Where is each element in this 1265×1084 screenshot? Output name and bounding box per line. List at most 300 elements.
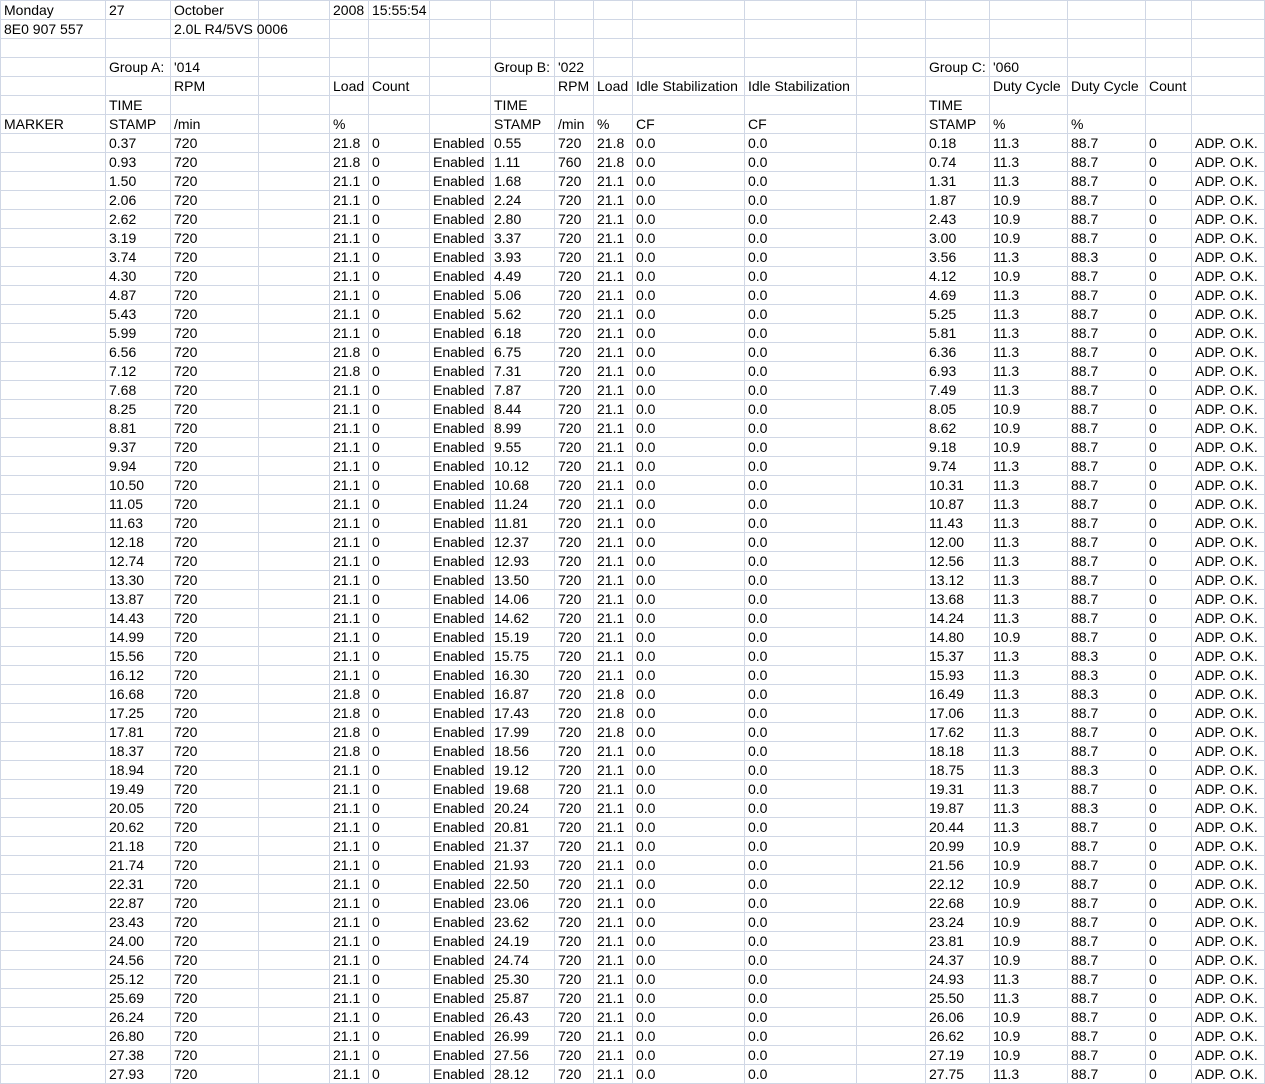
- cell[interactable]: 8.99: [491, 419, 555, 438]
- cell[interactable]: [1068, 39, 1146, 58]
- cell[interactable]: 21.1: [594, 571, 633, 590]
- cell[interactable]: [1, 210, 106, 229]
- cell[interactable]: [259, 723, 330, 742]
- cell[interactable]: 720: [555, 438, 594, 457]
- cell[interactable]: 720: [171, 761, 259, 780]
- cell[interactable]: Monday: [1, 1, 106, 20]
- cell[interactable]: 0.0: [633, 1027, 745, 1046]
- cell[interactable]: October: [171, 1, 259, 20]
- cell[interactable]: 0.0: [633, 305, 745, 324]
- cell[interactable]: 720: [555, 723, 594, 742]
- cell[interactable]: [857, 571, 926, 590]
- cell[interactable]: [171, 39, 259, 58]
- cell[interactable]: 0.0: [633, 1065, 745, 1084]
- cell[interactable]: 21.1: [330, 628, 369, 647]
- cell[interactable]: 0: [1146, 875, 1192, 894]
- cell[interactable]: 5.99: [106, 324, 171, 343]
- cell[interactable]: 22.68: [926, 894, 990, 913]
- cell[interactable]: 88.7: [1068, 742, 1146, 761]
- cell[interactable]: [259, 305, 330, 324]
- cell[interactable]: ADP. O.K.: [1192, 799, 1265, 818]
- cell[interactable]: 8.44: [491, 400, 555, 419]
- cell[interactable]: 88.7: [1068, 856, 1146, 875]
- cell[interactable]: 720: [555, 704, 594, 723]
- cell[interactable]: 0: [369, 685, 430, 704]
- cell[interactable]: 0.0: [745, 305, 857, 324]
- cell[interactable]: [857, 39, 926, 58]
- cell[interactable]: 0: [1146, 248, 1192, 267]
- cell[interactable]: 19.12: [491, 761, 555, 780]
- cell[interactable]: 7.12: [106, 362, 171, 381]
- cell[interactable]: 11.63: [106, 514, 171, 533]
- cell[interactable]: 88.7: [1068, 628, 1146, 647]
- cell[interactable]: [745, 58, 857, 77]
- cell[interactable]: Enabled: [430, 1027, 491, 1046]
- cell[interactable]: 0.93: [106, 153, 171, 172]
- cell[interactable]: 0.0: [633, 495, 745, 514]
- cell[interactable]: 0: [1146, 495, 1192, 514]
- cell[interactable]: 21.1: [330, 324, 369, 343]
- cell[interactable]: ADP. O.K.: [1192, 1065, 1265, 1084]
- cell[interactable]: [857, 818, 926, 837]
- cell[interactable]: [1, 666, 106, 685]
- cell[interactable]: [1, 39, 106, 58]
- cell[interactable]: Enabled: [430, 571, 491, 590]
- cell[interactable]: 21.1: [594, 951, 633, 970]
- cell[interactable]: 11.3: [990, 799, 1068, 818]
- cell[interactable]: MARKER: [1, 115, 106, 134]
- cell[interactable]: [259, 400, 330, 419]
- cell[interactable]: 0: [369, 1027, 430, 1046]
- cell[interactable]: Idle Stabilization: [745, 77, 857, 96]
- cell[interactable]: [745, 96, 857, 115]
- cell[interactable]: [259, 115, 330, 134]
- cell[interactable]: 26.06: [926, 1008, 990, 1027]
- cell[interactable]: 26.80: [106, 1027, 171, 1046]
- cell[interactable]: 10.9: [990, 837, 1068, 856]
- cell[interactable]: 0.0: [745, 1046, 857, 1065]
- cell[interactable]: 12.18: [106, 533, 171, 552]
- cell[interactable]: 0: [369, 362, 430, 381]
- cell[interactable]: ADP. O.K.: [1192, 153, 1265, 172]
- cell[interactable]: 88.7: [1068, 913, 1146, 932]
- cell[interactable]: 720: [171, 343, 259, 362]
- cell[interactable]: Enabled: [430, 989, 491, 1008]
- cell[interactable]: 24.19: [491, 932, 555, 951]
- cell[interactable]: 0: [1146, 647, 1192, 666]
- cell[interactable]: [857, 476, 926, 495]
- cell[interactable]: 720: [555, 419, 594, 438]
- cell[interactable]: 21.8: [330, 742, 369, 761]
- cell[interactable]: Enabled: [430, 533, 491, 552]
- cell[interactable]: 88.7: [1068, 210, 1146, 229]
- cell[interactable]: 88.7: [1068, 723, 1146, 742]
- cell[interactable]: [259, 476, 330, 495]
- cell[interactable]: [1, 742, 106, 761]
- cell[interactable]: CF: [633, 115, 745, 134]
- cell[interactable]: CF: [745, 115, 857, 134]
- cell[interactable]: [430, 115, 491, 134]
- cell[interactable]: 20.62: [106, 818, 171, 837]
- cell[interactable]: 88.7: [1068, 989, 1146, 1008]
- cell[interactable]: 21.1: [594, 343, 633, 362]
- cell[interactable]: 0.0: [745, 1065, 857, 1084]
- cell[interactable]: ADP. O.K.: [1192, 419, 1265, 438]
- cell[interactable]: 0: [1146, 172, 1192, 191]
- cell[interactable]: [1, 400, 106, 419]
- cell[interactable]: Enabled: [430, 628, 491, 647]
- cell[interactable]: 88.3: [1068, 799, 1146, 818]
- cell[interactable]: [857, 172, 926, 191]
- cell[interactable]: 0: [1146, 305, 1192, 324]
- cell[interactable]: ADP. O.K.: [1192, 191, 1265, 210]
- cell[interactable]: [926, 1, 990, 20]
- cell[interactable]: 12.74: [106, 552, 171, 571]
- cell[interactable]: 0: [1146, 628, 1192, 647]
- cell[interactable]: [1, 134, 106, 153]
- cell[interactable]: 23.43: [106, 913, 171, 932]
- cell[interactable]: 9.94: [106, 457, 171, 476]
- cell[interactable]: 21.1: [594, 1027, 633, 1046]
- cell[interactable]: 11.81: [491, 514, 555, 533]
- cell[interactable]: 0: [1146, 799, 1192, 818]
- cell[interactable]: [1, 571, 106, 590]
- cell[interactable]: 0: [369, 989, 430, 1008]
- cell[interactable]: 0: [1146, 134, 1192, 153]
- cell[interactable]: 0.0: [745, 932, 857, 951]
- cell[interactable]: [1, 590, 106, 609]
- cell[interactable]: 88.7: [1068, 552, 1146, 571]
- cell[interactable]: 28.12: [491, 1065, 555, 1084]
- cell[interactable]: 720: [171, 875, 259, 894]
- cell[interactable]: [1, 419, 106, 438]
- cell[interactable]: 2.62: [106, 210, 171, 229]
- cell[interactable]: 720: [555, 571, 594, 590]
- cell[interactable]: ADP. O.K.: [1192, 590, 1265, 609]
- cell[interactable]: 11.3: [990, 324, 1068, 343]
- cell[interactable]: 0.0: [745, 590, 857, 609]
- cell[interactable]: 720: [171, 419, 259, 438]
- cell[interactable]: 0: [1146, 191, 1192, 210]
- cell[interactable]: [857, 552, 926, 571]
- cell[interactable]: Enabled: [430, 951, 491, 970]
- cell[interactable]: 720: [171, 856, 259, 875]
- cell[interactable]: 0.0: [745, 761, 857, 780]
- cell[interactable]: 0.0: [633, 210, 745, 229]
- cell[interactable]: 11.3: [990, 609, 1068, 628]
- cell[interactable]: 10.31: [926, 476, 990, 495]
- cell[interactable]: 3.00: [926, 229, 990, 248]
- cell[interactable]: 0: [1146, 1027, 1192, 1046]
- cell[interactable]: 21.1: [330, 894, 369, 913]
- cell[interactable]: [857, 666, 926, 685]
- cell[interactable]: Duty Cycle: [990, 77, 1068, 96]
- cell[interactable]: 720: [555, 780, 594, 799]
- cell[interactable]: 0: [369, 400, 430, 419]
- cell[interactable]: 21.1: [594, 609, 633, 628]
- cell[interactable]: 88.7: [1068, 134, 1146, 153]
- cell[interactable]: 3.19: [106, 229, 171, 248]
- cell[interactable]: 720: [555, 818, 594, 837]
- cell[interactable]: 1.31: [926, 172, 990, 191]
- cell[interactable]: 88.7: [1068, 514, 1146, 533]
- cell[interactable]: 25.87: [491, 989, 555, 1008]
- cell[interactable]: 0.0: [745, 1008, 857, 1027]
- cell[interactable]: 88.7: [1068, 324, 1146, 343]
- cell[interactable]: [259, 761, 330, 780]
- cell[interactable]: [1, 286, 106, 305]
- cell[interactable]: [106, 77, 171, 96]
- cell[interactable]: Enabled: [430, 552, 491, 571]
- cell[interactable]: 9.18: [926, 438, 990, 457]
- cell[interactable]: [491, 1, 555, 20]
- cell[interactable]: 21.1: [330, 989, 369, 1008]
- cell[interactable]: 720: [555, 533, 594, 552]
- cell[interactable]: [857, 457, 926, 476]
- cell[interactable]: 21.1: [594, 628, 633, 647]
- cell[interactable]: 21.1: [330, 210, 369, 229]
- cell[interactable]: [259, 1008, 330, 1027]
- cell[interactable]: 11.3: [990, 818, 1068, 837]
- cell[interactable]: 720: [171, 514, 259, 533]
- cell[interactable]: 0.0: [745, 571, 857, 590]
- cell[interactable]: 5.62: [491, 305, 555, 324]
- cell[interactable]: 0.0: [745, 267, 857, 286]
- cell[interactable]: [857, 134, 926, 153]
- cell[interactable]: [1, 989, 106, 1008]
- cell[interactable]: 720: [555, 951, 594, 970]
- cell[interactable]: 21.1: [594, 495, 633, 514]
- cell[interactable]: 26.24: [106, 1008, 171, 1027]
- cell[interactable]: Enabled: [430, 476, 491, 495]
- cell[interactable]: 25.69: [106, 989, 171, 1008]
- cell[interactable]: 9.37: [106, 438, 171, 457]
- cell[interactable]: [633, 58, 745, 77]
- cell[interactable]: 88.7: [1068, 476, 1146, 495]
- cell[interactable]: [857, 704, 926, 723]
- cell[interactable]: 2.80: [491, 210, 555, 229]
- cell[interactable]: 0: [1146, 381, 1192, 400]
- cell[interactable]: [1, 552, 106, 571]
- cell[interactable]: [259, 1046, 330, 1065]
- cell[interactable]: 16.87: [491, 685, 555, 704]
- cell[interactable]: 720: [171, 1027, 259, 1046]
- cell[interactable]: 720: [171, 666, 259, 685]
- cell[interactable]: 15.93: [926, 666, 990, 685]
- cell[interactable]: Enabled: [430, 1046, 491, 1065]
- cell[interactable]: [1, 894, 106, 913]
- cell[interactable]: [857, 419, 926, 438]
- cell[interactable]: 0.0: [633, 932, 745, 951]
- cell[interactable]: Enabled: [430, 210, 491, 229]
- cell[interactable]: 720: [171, 438, 259, 457]
- cell[interactable]: [1192, 39, 1265, 58]
- cell[interactable]: 720: [555, 628, 594, 647]
- cell[interactable]: 21.1: [594, 856, 633, 875]
- cell[interactable]: 21.1: [594, 913, 633, 932]
- cell[interactable]: 720: [555, 134, 594, 153]
- cell[interactable]: 0.0: [633, 609, 745, 628]
- cell[interactable]: 88.7: [1068, 229, 1146, 248]
- cell[interactable]: [369, 115, 430, 134]
- cell[interactable]: ADP. O.K.: [1192, 704, 1265, 723]
- cell[interactable]: Enabled: [430, 134, 491, 153]
- cell[interactable]: 22.12: [926, 875, 990, 894]
- cell[interactable]: [857, 628, 926, 647]
- cell[interactable]: [990, 39, 1068, 58]
- cell[interactable]: 0.0: [745, 628, 857, 647]
- cell[interactable]: 21.1: [330, 381, 369, 400]
- cell[interactable]: ADP. O.K.: [1192, 818, 1265, 837]
- cell[interactable]: 21.1: [594, 457, 633, 476]
- cell[interactable]: 720: [555, 894, 594, 913]
- cell[interactable]: [259, 1, 330, 20]
- cell[interactable]: 21.1: [330, 799, 369, 818]
- cell[interactable]: ADP. O.K.: [1192, 438, 1265, 457]
- cell[interactable]: [857, 1008, 926, 1027]
- cell[interactable]: ADP. O.K.: [1192, 951, 1265, 970]
- cell[interactable]: 21.1: [594, 267, 633, 286]
- cell[interactable]: [259, 172, 330, 191]
- cell[interactable]: 720: [171, 362, 259, 381]
- cell[interactable]: [259, 590, 330, 609]
- cell[interactable]: ADP. O.K.: [1192, 229, 1265, 248]
- cell[interactable]: 21.1: [594, 438, 633, 457]
- cell[interactable]: 21.1: [330, 856, 369, 875]
- cell[interactable]: [1192, 1, 1265, 20]
- cell[interactable]: 21.1: [330, 286, 369, 305]
- cell[interactable]: [491, 77, 555, 96]
- cell[interactable]: 720: [171, 172, 259, 191]
- cell[interactable]: 88.3: [1068, 761, 1146, 780]
- cell[interactable]: Enabled: [430, 609, 491, 628]
- cell[interactable]: 2.06: [106, 191, 171, 210]
- cell[interactable]: [857, 229, 926, 248]
- cell[interactable]: [1192, 115, 1265, 134]
- cell[interactable]: 720: [555, 229, 594, 248]
- cell[interactable]: 720: [171, 913, 259, 932]
- cell[interactable]: 0.0: [633, 248, 745, 267]
- cell[interactable]: [369, 20, 430, 39]
- cell[interactable]: Enabled: [430, 647, 491, 666]
- cell[interactable]: 0.0: [633, 761, 745, 780]
- cell[interactable]: [430, 39, 491, 58]
- cell[interactable]: Enabled: [430, 666, 491, 685]
- cell[interactable]: 720: [171, 1065, 259, 1084]
- cell[interactable]: Enabled: [430, 381, 491, 400]
- cell[interactable]: 11.43: [926, 514, 990, 533]
- cell[interactable]: 720: [171, 324, 259, 343]
- cell[interactable]: 10.9: [990, 191, 1068, 210]
- cell[interactable]: 0: [1146, 286, 1192, 305]
- cell[interactable]: 88.7: [1068, 970, 1146, 989]
- cell[interactable]: Enabled: [430, 590, 491, 609]
- cell[interactable]: 720: [171, 780, 259, 799]
- cell[interactable]: 11.3: [990, 343, 1068, 362]
- cell[interactable]: ADP. O.K.: [1192, 134, 1265, 153]
- cell[interactable]: [259, 457, 330, 476]
- cell[interactable]: 0: [369, 495, 430, 514]
- cell[interactable]: 12.00: [926, 533, 990, 552]
- cell[interactable]: [857, 267, 926, 286]
- cell[interactable]: 7.31: [491, 362, 555, 381]
- cell[interactable]: 17.06: [926, 704, 990, 723]
- cell[interactable]: [259, 362, 330, 381]
- cell[interactable]: 0.0: [745, 229, 857, 248]
- cell[interactable]: 21.1: [594, 552, 633, 571]
- cell[interactable]: Enabled: [430, 286, 491, 305]
- cell[interactable]: 0.0: [633, 837, 745, 856]
- cell[interactable]: [259, 552, 330, 571]
- cell[interactable]: ADP. O.K.: [1192, 324, 1265, 343]
- cell[interactable]: [594, 1, 633, 20]
- cell[interactable]: 11.3: [990, 248, 1068, 267]
- cell[interactable]: 21.1: [594, 362, 633, 381]
- cell[interactable]: 720: [555, 647, 594, 666]
- cell[interactable]: [990, 1, 1068, 20]
- cell[interactable]: 0: [369, 134, 430, 153]
- cell[interactable]: 0: [1146, 229, 1192, 248]
- cell[interactable]: 0: [369, 267, 430, 286]
- cell[interactable]: Group A:: [106, 58, 171, 77]
- cell[interactable]: 2.43: [926, 210, 990, 229]
- cell[interactable]: 27: [106, 1, 171, 20]
- cell[interactable]: 20.24: [491, 799, 555, 818]
- cell[interactable]: [1, 685, 106, 704]
- cell[interactable]: 0.0: [633, 818, 745, 837]
- cell[interactable]: 21.1: [330, 229, 369, 248]
- cell[interactable]: 720: [555, 267, 594, 286]
- cell[interactable]: Idle Stabilization: [633, 77, 745, 96]
- cell[interactable]: 21.1: [594, 590, 633, 609]
- cell[interactable]: [555, 39, 594, 58]
- cell[interactable]: 0.0: [633, 362, 745, 381]
- cell[interactable]: ADP. O.K.: [1192, 913, 1265, 932]
- cell[interactable]: 6.18: [491, 324, 555, 343]
- cell[interactable]: 720: [555, 837, 594, 856]
- cell[interactable]: 720: [171, 704, 259, 723]
- cell[interactable]: 720: [171, 533, 259, 552]
- cell[interactable]: Enabled: [430, 305, 491, 324]
- cell[interactable]: 88.3: [1068, 666, 1146, 685]
- cell[interactable]: [857, 989, 926, 1008]
- cell[interactable]: 0: [1146, 590, 1192, 609]
- cell[interactable]: 720: [171, 685, 259, 704]
- cell[interactable]: 21.1: [330, 267, 369, 286]
- cell[interactable]: 0: [369, 647, 430, 666]
- cell[interactable]: 0.0: [745, 970, 857, 989]
- cell[interactable]: [1, 514, 106, 533]
- cell[interactable]: 24.93: [926, 970, 990, 989]
- cell[interactable]: 88.7: [1068, 1046, 1146, 1065]
- cell[interactable]: 720: [171, 609, 259, 628]
- cell[interactable]: 0.0: [745, 400, 857, 419]
- cell[interactable]: 0.0: [745, 837, 857, 856]
- cell[interactable]: 720: [171, 742, 259, 761]
- cell[interactable]: 14.24: [926, 609, 990, 628]
- cell[interactable]: [259, 381, 330, 400]
- cell[interactable]: 21.1: [330, 875, 369, 894]
- cell[interactable]: 14.43: [106, 609, 171, 628]
- cell[interactable]: 0: [369, 780, 430, 799]
- cell[interactable]: [594, 96, 633, 115]
- cell[interactable]: 19.49: [106, 780, 171, 799]
- cell[interactable]: 13.68: [926, 590, 990, 609]
- cell[interactable]: [857, 932, 926, 951]
- cell[interactable]: 11.3: [990, 552, 1068, 571]
- cell[interactable]: 6.75: [491, 343, 555, 362]
- cell[interactable]: [857, 609, 926, 628]
